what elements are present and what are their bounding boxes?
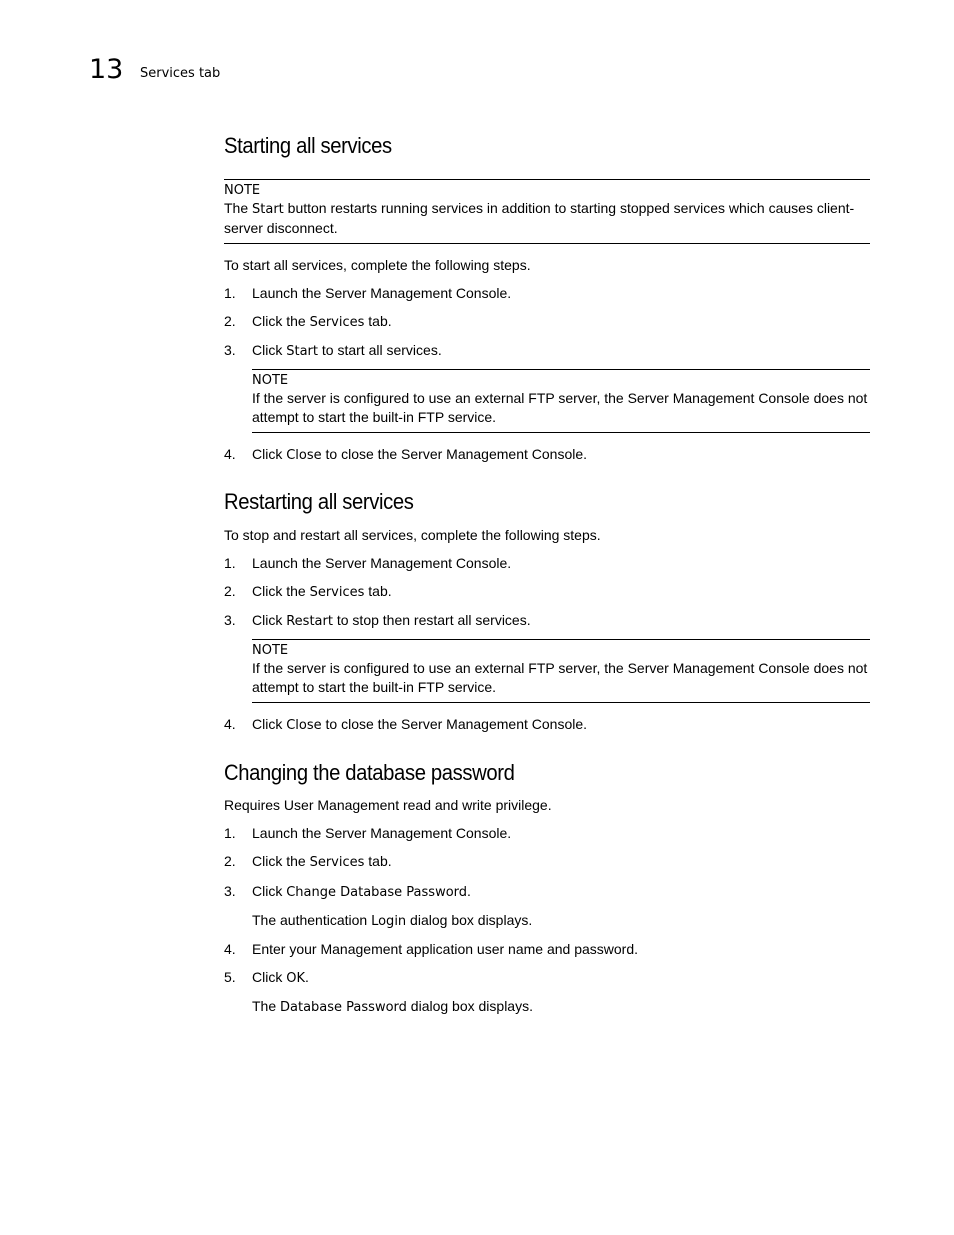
- ui-term: Start: [286, 344, 318, 359]
- step-item: 1. Launch the Server Management Console.: [224, 555, 512, 571]
- note-text: The Start button restarts running services in addition to starting stopped services which causes client-server disconnect.: [224, 200, 855, 236]
- chapter-number: 13: [89, 54, 124, 85]
- step-item: 2. Click the Services tab.: [224, 583, 392, 600]
- step-item: 2. Click the Services tab.: [224, 853, 392, 870]
- step-item: 4. Enter your Management application user name and password.: [224, 941, 638, 957]
- note-ftp-server: [252, 369, 870, 433]
- step-item: 1. Launch the Server Management Console.: [224, 285, 512, 301]
- ui-term: Close: [286, 718, 322, 733]
- note-ftp-server: [252, 639, 870, 703]
- step-result-text: The authentication Login dialog box displays.: [252, 912, 533, 929]
- note-start-button: [224, 179, 870, 244]
- ui-term: OK: [286, 971, 305, 986]
- note-text: If the server is configured to use an external FTP server, the Server Management Console does not attempt to start the built-in FTP service.: [252, 390, 868, 425]
- note-label: NOTE: [252, 373, 289, 388]
- ui-term: Database Password: [280, 1000, 407, 1015]
- intro-text: To stop and restart all services, complete the following steps.: [224, 527, 601, 543]
- intro-text: Requires User Management read and write privilege.: [224, 797, 552, 813]
- ui-term: Close: [286, 448, 322, 463]
- ui-term: Services: [309, 855, 365, 870]
- ui-term: Login: [371, 914, 407, 929]
- running-head: Services tab: [140, 66, 221, 81]
- page-content: [224, 131, 870, 1017]
- ui-term: Start: [252, 202, 284, 217]
- note-label: NOTE: [252, 643, 289, 658]
- note-label: NOTE: [224, 183, 261, 198]
- ui-term: Change Database Password: [286, 885, 468, 900]
- step-item: 4. Click Close to close the Server Management Console.: [224, 716, 588, 733]
- step-result-text: The Database Password dialog box displays.: [252, 998, 533, 1015]
- step-item: 3. Click Start to start all services.: [224, 342, 442, 359]
- ui-term: Restart: [286, 614, 333, 629]
- note-text: If the server is configured to use an external FTP server, the Server Management Console does not attempt to start the built-in FTP service.: [252, 660, 868, 695]
- step-item: 1. Launch the Server Management Console.: [224, 825, 512, 841]
- intro-text: To start all services, complete the following steps.: [224, 257, 531, 273]
- step-item: 3. Click Change Database Password.: [224, 883, 471, 900]
- heading-restarting-all-services: Restarting all services: [224, 489, 414, 514]
- step-item: 3. Click Restart to stop then restart all services.: [224, 612, 531, 629]
- step-item: 2. Click the Services tab.: [224, 313, 392, 330]
- ui-term: Services: [309, 315, 365, 330]
- ui-term: Services: [309, 585, 365, 600]
- step-item: 4. Click Close to close the Server Management Console.: [224, 446, 588, 463]
- step-item: 5. Click OK.: [224, 969, 309, 986]
- heading-changing-database-password: Changing the database password: [224, 760, 515, 785]
- heading-starting-all-services: Starting all services: [224, 133, 392, 158]
